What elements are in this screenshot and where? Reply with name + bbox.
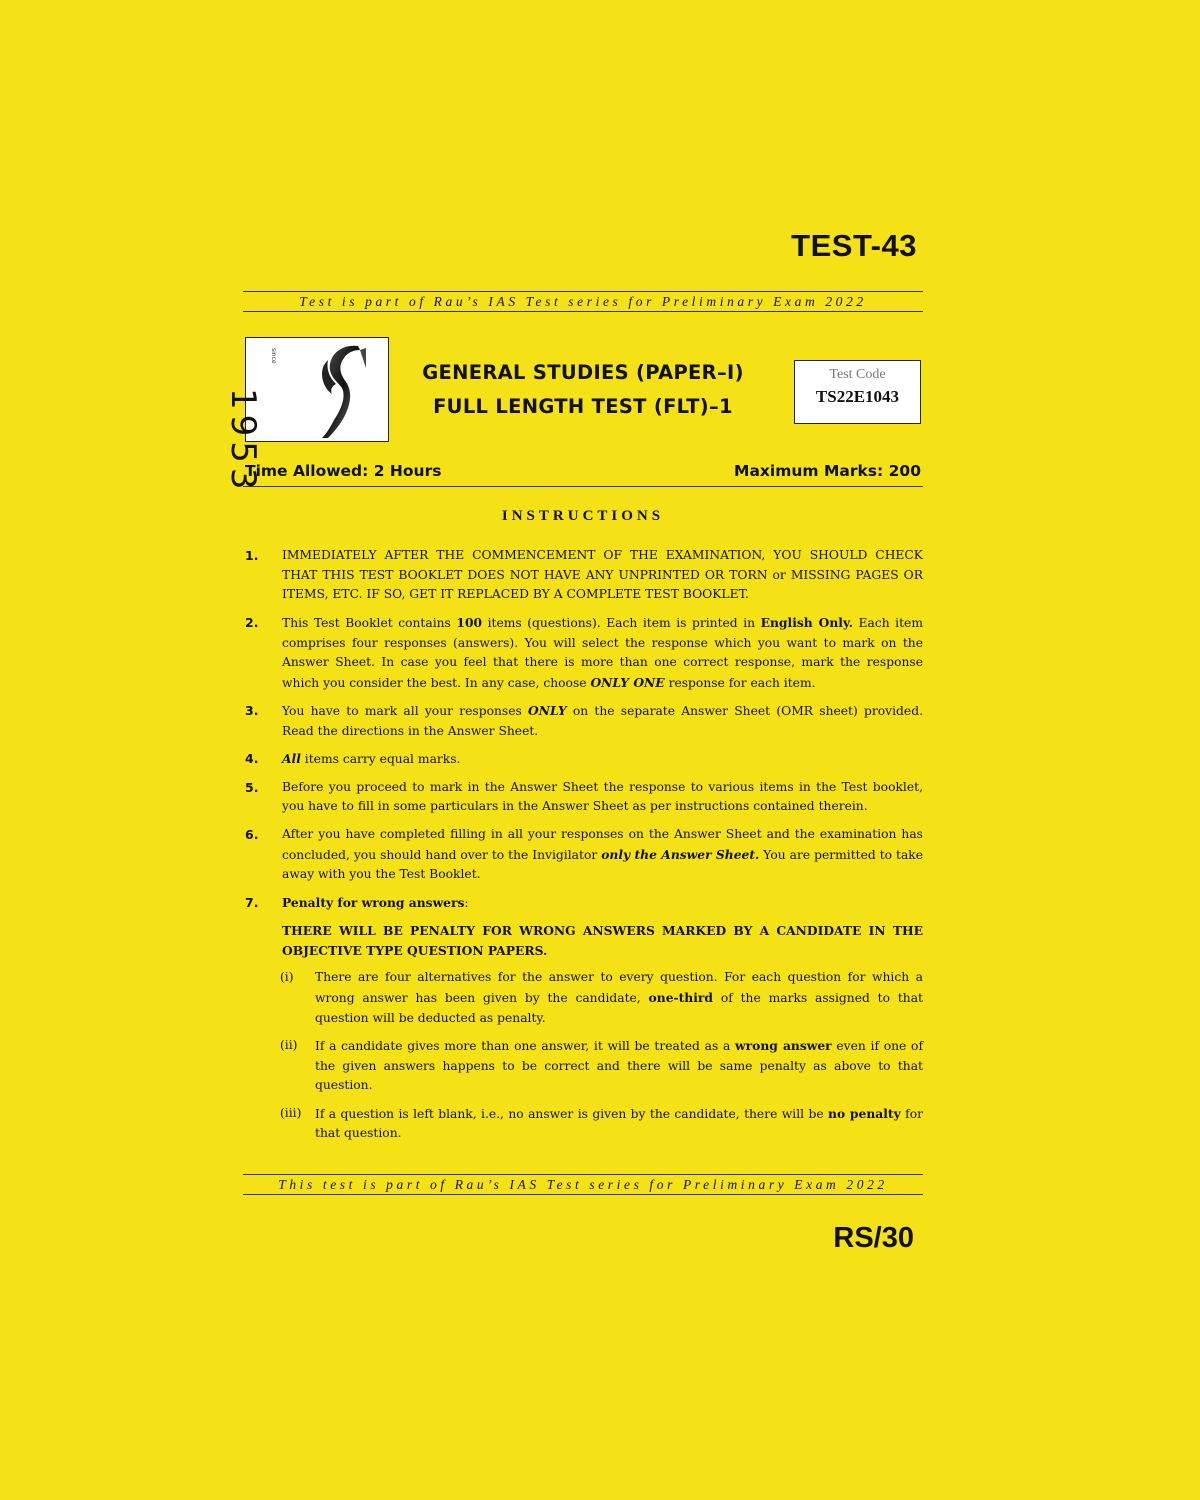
exam-meta-row xyxy=(243,460,923,487)
instruction-item xyxy=(243,701,923,741)
instruction-text: of the marks assigned to that question will be deducted as penalty. xyxy=(315,990,923,1025)
penalty-rule xyxy=(243,1104,923,1144)
instruction-text: Before you proceed to mark in the Answer Sheet the response to various items in the Test booklet, you have to fill in some particulars in the Answer Sheet as per instructions contained therein. xyxy=(282,779,923,814)
instruction-text: If a candidate gives more than one answer, it will be treated as a xyxy=(315,1038,736,1053)
penalty-heading: Penalty for wrong answers xyxy=(282,894,465,910)
instruction-text: response for each item. xyxy=(664,675,816,690)
test-code-value: TS22E1043 xyxy=(815,387,900,406)
instruction-emphasis: 100 xyxy=(456,614,483,630)
instruction-item xyxy=(243,613,923,694)
test-number: TEST-43 xyxy=(791,228,917,263)
instruction-text: items (questions). Each item is printed in xyxy=(482,615,761,630)
instruction-number: 3. xyxy=(245,703,259,719)
instruction-emphasis: only the Answer Sheet. xyxy=(601,846,760,862)
instruction-item xyxy=(243,749,923,770)
instruction-text: You are permitted to take away with you the Test Booklet. xyxy=(282,847,924,882)
instruction-item xyxy=(243,825,923,885)
instruction-number: 7. xyxy=(245,894,259,910)
test-code-label: Test Code xyxy=(829,367,886,382)
penalty-rule xyxy=(243,968,923,1028)
instruction-emphasis: wrong answer xyxy=(735,1037,832,1053)
penalty-banner: THERE WILL BE PENALTY FOR WRONG ANSWERS MARKED BY A CANDIDATE IN THE OBJECTIVE TYPE QUESTION PAPERS. xyxy=(282,923,923,958)
instruction-emphasis: All xyxy=(282,751,301,767)
instruction-number: 5. xyxy=(245,779,259,795)
instruction-text: on the separate Answer Sheet (OMR sheet) provided. Read the directions in the Answer Sheet. xyxy=(282,704,923,738)
instruction-text: There are four alternatives for the answer to every question. For each question for which a wrong answer has been given by the candidate, xyxy=(315,970,923,1005)
instruction-text: After you have completed filling in all your responses on the Answer Sheet and the examination has concluded, you should hand over to the Invigilator xyxy=(282,826,923,862)
instruction-number: 1. xyxy=(245,548,259,563)
instruction-emphasis: no penalty xyxy=(828,1105,901,1121)
time-allowed: Time Allowed: 2 Hours xyxy=(245,462,442,480)
instruction-text: IMMEDIATELY AFTER THE COMMENCEMENT OF THE EXAMINATION, YOU SHOULD CHECK THAT THIS TEST BOOKLET DOES NOT HAVE ANY UNPRINTED OR TORN or MISSING PAGES OR ITEMS, ETC. IF SO, GET IT REPLACED BY A COMPLETE TEST BOOKLET. xyxy=(282,548,923,602)
instruction-number: 6. xyxy=(245,826,259,842)
logo-year: 1953 xyxy=(223,388,263,495)
instruction-emphasis: ONLY ONE xyxy=(590,674,665,690)
logo-emblem-icon xyxy=(246,338,390,443)
series-banner-bottom: This test is part of Rau’s IAS Test series for Preliminary Exam 2022 xyxy=(243,1174,923,1195)
test-code-box xyxy=(794,360,921,424)
instruction-text: If a question is left blank, i.e., no answer is given by the candidate, there will be xyxy=(315,1106,829,1121)
penalty-rule-number: (iii) xyxy=(280,1105,302,1120)
instruction-emphasis: English Only. xyxy=(760,614,853,630)
paper-title: GENERAL STUDIES (PAPER–I) xyxy=(422,361,744,384)
instruction-item xyxy=(243,546,923,605)
instruction-text: You have to mark all your responses xyxy=(282,704,529,719)
instructions-list xyxy=(243,546,923,1152)
instruction-text: for that question. xyxy=(315,1106,923,1141)
instruction-emphasis: ONLY xyxy=(528,703,567,719)
instructions-heading: INSTRUCTIONS xyxy=(501,508,665,524)
instruction-number: 2. xyxy=(245,614,259,630)
instruction-number: 4. xyxy=(245,751,259,767)
instruction-item xyxy=(243,778,923,817)
penalty-rule-number: (ii) xyxy=(280,1037,298,1052)
instruction-text: : xyxy=(464,895,469,910)
instruction-text: items carry equal marks. xyxy=(300,752,461,767)
penalty-rule-number: (i) xyxy=(280,970,294,985)
logo-since-text: since xyxy=(270,348,277,364)
test-title: FULL LENGTH TEST (FLT)–1 xyxy=(433,395,733,418)
maximum-marks: Maximum Marks: 200 xyxy=(734,462,921,480)
instruction-item xyxy=(243,893,923,914)
series-banner-top: Test is part of Rau’s IAS Test series for Preliminary Exam 2022 xyxy=(243,291,923,312)
instruction-text: Each item comprises four responses (answers). You will select the response which you want to mark on the Answer Sheet. In case you feel that there is more than one correct response, mark the response which you consider the best. In any case, choose xyxy=(282,615,923,690)
rs-number: RS/30 xyxy=(833,1222,914,1254)
instruction-text: even if one of the given answers happens to be correct and there will be same penalty as above to that question. xyxy=(315,1038,923,1093)
instruction-emphasis: one-third xyxy=(648,989,713,1005)
penalty-rule xyxy=(243,1036,923,1096)
instruction-text: This Test Booklet contains xyxy=(282,615,457,630)
